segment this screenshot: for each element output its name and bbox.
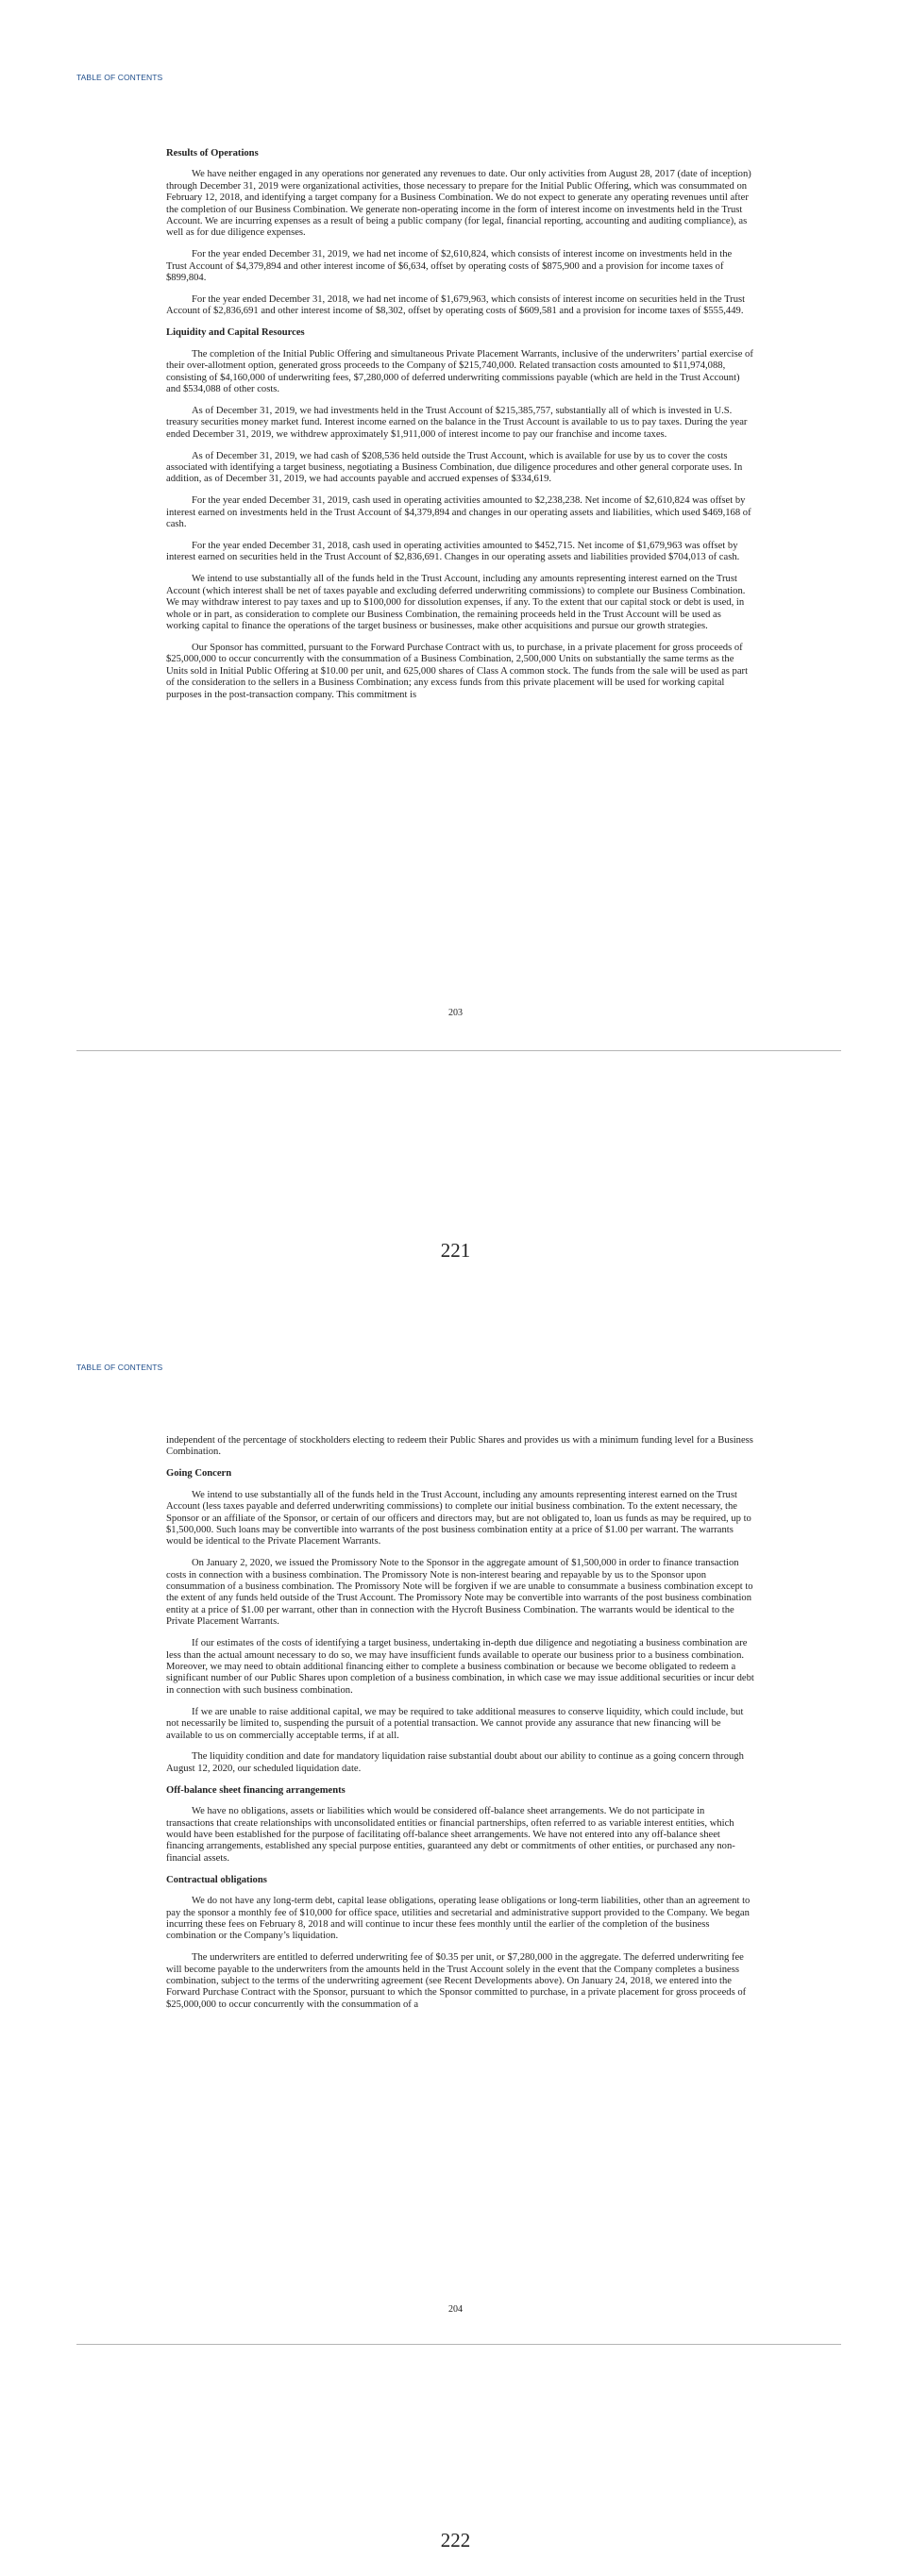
paragraph: As of December 31, 2019, we had cash of $208,536 held outside the Trust Account, which is available for use by us to cover the costs associated with identifying a target business, negotiating a Business Combination, due diligence procedures and other general corporate uses. In addition, as of December 31, 2019, we had accounts payable and accrued expenses of $334,619. — [166, 450, 743, 485]
pdf-page-number: 222 — [440, 2529, 471, 2551]
page-204-body — [166, 1435, 754, 2021]
paragraph-continued: independent of the percentage of stockholders electing to redeem their Public Shares and provides us with a minimum funding level for a Business Combination. — [166, 1435, 753, 1458]
page-number: 204 — [448, 2304, 463, 2315]
heading-liquidity-capital-resources: Liquidity and Capital Resources — [166, 327, 305, 339]
paragraph: Our Sponsor has committed, pursuant to the Forward Purchase Contract with us, to purchase, in a private placement for gross proceeds of $25,000,000 to occur concurrently with the consummation of a Business Combination, 2,500,000 Units on substantially the same terms as the Units sold in Initial Public Offering at $10.00 per unit, and 625,000 shares of Class A common stock. The funds from the sale will be used as part of the consideration to the sellers in a Business Combination; any excess funds from this private placement will be used for working capital purposes in the post-transaction company. This commitment is — [166, 642, 749, 700]
paragraph: On January 2, 2020, we issued the Promissory Note to the Sponsor in the aggregate amount of $1,500,000 in order to finance transaction costs in connection with a business combination. The Promissory Note is non-interest bearing and repayable by us to the Sponsor upon consummation of a business combination. The Promissory Note will be forgiven if we are unable to consummate a business combination except to the extent of any funds held outside of the Trust Account. The Promissory Note may be convertible into warrants of the post business combination entity at a price of $1.00 per warrant, other than in connection with the Hycroft Business Combination. The warrants would be identical to the Private Placement Warrants. — [166, 1558, 753, 1628]
paragraph: We have neither engaged in any operations nor generated any revenues to date. Our only activities from August 28, 2017 (date of inception) through December 31, 2019 were organizational activities, those necessary to prepare for the Initial Public Offering, which was consummated on February 12, 2018, and identifying a target company for a Business Combination. We do not expect to generate any operating revenues until after the completion of our Business Combination. We generate non-operating income in the form of interest income on investments held in the Trust Account. We are incurring expenses as a result of being a public company (for legal, financial reporting, accounting and auditing compliance), as well as for due diligence expenses. — [166, 169, 751, 239]
page-203-body — [166, 148, 754, 711]
table-of-contents-link[interactable]: TABLE OF CONTENTS — [76, 73, 163, 82]
paragraph: As of December 31, 2019, we had investments held in the Trust Account of $215,385,757, substantially all of which is invested in U.S. treasury securities money market fund. Interest income earned on the balance in the Trust Account is available to us to pay taxes. During the year ended December 31, 2019, we withdrew approximately $1,911,000 of interest income to pay our franchise and income taxes. — [166, 405, 748, 440]
page-number: 203 — [448, 1008, 463, 1018]
paragraph: If we are unable to raise additional capital, we may be required to take additional measures to conserve liquidity, which could include, but not necessarily be limited to, suspending the pursuit of a potential transaction. We cannot provide any assurance that new financing will be available to us on commercially acceptable terms, if at all. — [166, 1706, 744, 1741]
paragraph: The liquidity condition and date for mandatory liquidation raise substantial doubt about our ability to continue as a going concern through August 12, 2020, our scheduled liquidation date. — [166, 1751, 744, 1774]
paragraph: For the year ended December 31, 2019, we had net income of $2,610,824, which consists of interest income on investments held in the Trust Account of $4,379,894 and other interest income of $6,634, offset by operating costs of $875,900 and a provision for income taxes of $899,804. — [166, 249, 733, 284]
paragraph: For the year ended December 31, 2019, cash used in operating activities amounted to $2,238,238. Net income of $2,610,824 was offset by interest earned on investments held in the Trust Account of $4,379,894 and changes in our operating assets and liabilities, which used $469,168 of cash. — [166, 495, 751, 530]
paragraph: We do not have any long-term debt, capital lease obligations, operating lease obligations or long-term liabilities, other than an agreement to pay the sponsor a monthly fee of $10,000 for office space, utilities and secretarial and administrative support provided to the Company. We began incurring these fees on February 8, 2018 and will continue to incur these fees monthly until the earlier of the completion of the business combination or the Company’s liquidation. — [166, 1896, 751, 1942]
page-divider — [76, 2344, 841, 2345]
paragraph: For the year ended December 31, 2018, we had net income of $1,679,963, which consists of interest income on securities held in the Trust Account of $2,836,691 and other interest income of $8,302, offset by operating costs of $609,581 and a provision for income taxes of $555,449. — [166, 294, 746, 317]
page-divider — [76, 1050, 841, 1051]
heading-contractual-obligations: Contractual obligations — [166, 1874, 267, 1885]
paragraph: For the year ended December 31, 2018, cash used in operating activities amounted to $452,715. Net income of $1,679,963 was offset by interest earned on securities held in the Trust Account of $2,836,691. Changes in our operating assets and liabilities provided $704,013 of cash. — [166, 541, 740, 563]
paragraph: We intend to use substantially all of the funds held in the Trust Account, including any amounts representing interest earned on the Trust Account (less taxes payable and deferred underwriting commissions) to complete our initial business combination. To the extent necessary, the Sponsor or an affiliate of the Sponsor, or certain of our officers and directors may, but are not obligated to, loan us funds as may be required, up to $1,500,000. Such loans may be convertible into warrants of the post business combination entity at a price of $1.00 per warrant. The warrants would be identical to the Private Placement Warrants. — [166, 1489, 751, 1547]
paragraph: We intend to use substantially all of the funds held in the Trust Account, including any amounts representing interest earned on the Trust Account (which interest shall be net of taxes payable and excluding deferred underwriting commissions) to complete our Business Combination. We may withdraw interest to pay taxes and up to $100,000 for dissolution expenses, if any. To the extent that our capital stock or debt is used, in whole or in part, as consideration to complete our Business Combination, the remaining proceeds held in the Trust Account will be used as working capital to finance the operations of the target business or businesses, make other acquisitions and pursue our growth strategies. — [166, 574, 746, 631]
heading-off-balance-sheet: Off-balance sheet financing arrangements — [166, 1784, 346, 1796]
table-of-contents-link[interactable]: TABLE OF CONTENTS — [76, 1363, 163, 1372]
paragraph: If our estimates of the costs of identifying a target business, undertaking in-depth due diligence and negotiating a business combination are less than the actual amount necessary to do so, we may have insufficient funds available to operate our business prior to a business combination. Moreover, we may need to obtain additional financing either to complete a business combination or because we become obligated to redeem a significant number of our Public Shares upon completion of a business combination, in which case we may issue additional securities or incur debt in connection with such business combination. — [166, 1638, 754, 1696]
paragraph: The completion of the Initial Public Offering and simultaneous Private Placement Warrants, inclusive of the underwriters’ partial exercise of their over-allotment option, generated gross proceeds to the Company of $215,740,000. Related transaction costs amounted to $11,974,088, consisting of $4,160,000 of underwriting fees, $7,280,000 of deferred underwriting commissions payable (which are held in the Trust Account) and $534,088 of other costs. — [166, 348, 753, 394]
pdf-page-number: 221 — [440, 1239, 471, 1262]
paragraph: The underwriters are entitled to deferred underwriting fee of $0.35 per unit, or $7,280,000 in the aggregate. The deferred underwriting fee will become payable to the underwriters from the amounts held in the Trust Account solely in the event that the Company completes a business combination, subject to the terms of the underwriting agreement (see Recent Developments above). On January 24, 2018, we entered into the Forward Purchase Contract with the Sponsor, pursuant to which the Sponsor committed to purchase, in a private placement for gross proceeds of $25,000,000 to occur concurrently with the consummation of a — [166, 1952, 747, 2010]
paragraph: We have no obligations, assets or liabilities which would be considered off-balance sheet arrangements. We do not participate in transactions that create relationships with unconsolidated entities or financial partnerships, often referred to as variable interest entities, which would have been established for the purpose of facilitating off-balance sheet arrangements. We have not entered into any off-balance sheet financing arrangements, established any special purpose entities, guaranteed any debt or commitments of other entities, or purchased any non-financial assets. — [166, 1806, 735, 1864]
heading-going-concern: Going Concern — [166, 1468, 232, 1480]
heading-results-of-operations: Results of Operations — [166, 148, 259, 159]
